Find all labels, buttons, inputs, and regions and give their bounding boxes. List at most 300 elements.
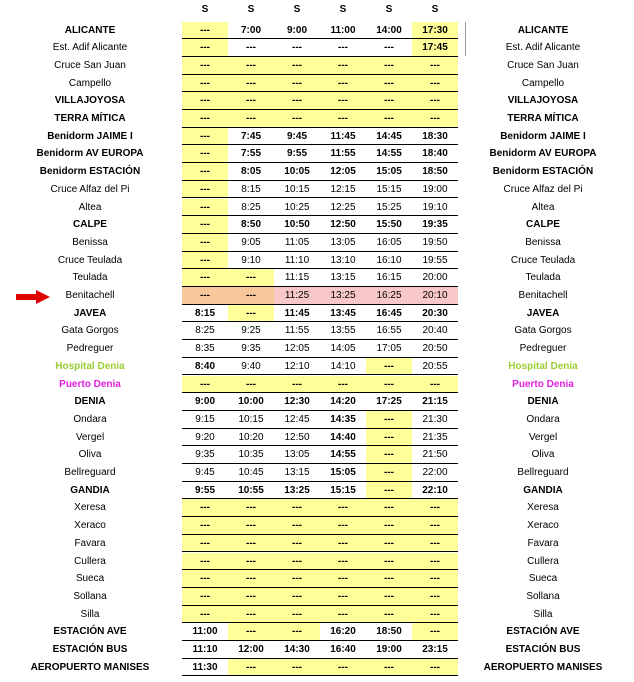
table-row (0, 641, 634, 659)
stop-name-right: TERRA MÍTICA (507, 113, 579, 124)
stop-name-right: ESTACIÓN BUS (505, 644, 581, 655)
time-cell: 20:40 (412, 322, 458, 340)
time-cell: --- (320, 92, 366, 110)
time-cell: --- (366, 57, 412, 75)
time-cell: 14:00 (366, 22, 412, 40)
stop-name-right: Oliva (531, 449, 555, 461)
time-cell: --- (182, 570, 228, 588)
time-cell: --- (320, 570, 366, 588)
time-cell: --- (366, 75, 412, 93)
time-cell: 22:10 (412, 482, 458, 500)
time-cell: 16:25 (366, 287, 412, 305)
time-cell: 14:30 (274, 641, 320, 659)
time-cell: 11:10 (274, 252, 320, 270)
header-day-3: S (339, 4, 347, 15)
time-cell: --- (366, 110, 412, 128)
time-cell: 11:55 (274, 322, 320, 340)
time-cell: 15:15 (366, 181, 412, 199)
time-cell: --- (274, 110, 320, 128)
time-cell: --- (366, 553, 412, 571)
time-cell: 18:40 (412, 145, 458, 163)
time-cell: 9:20 (182, 429, 228, 447)
stop-name-left: Oliva (78, 449, 102, 461)
time-cell: 8:25 (182, 322, 228, 340)
time-cell: 9:00 (182, 393, 228, 411)
time-cell: --- (228, 57, 274, 75)
time-cell: --- (412, 499, 458, 517)
time-cell: 16:45 (366, 305, 412, 323)
time-cell: 9:15 (182, 411, 228, 429)
table-row (0, 128, 634, 146)
table-row (0, 446, 634, 464)
time-cell: --- (320, 535, 366, 553)
table-row (0, 411, 634, 429)
time-cell: --- (182, 181, 228, 199)
time-cell: 20:00 (412, 269, 458, 287)
time-cell: --- (320, 57, 366, 75)
time-cell: 18:50 (412, 163, 458, 181)
table-row (0, 163, 634, 181)
time-cell: 14:40 (320, 429, 366, 447)
time-cell: --- (366, 499, 412, 517)
stop-name-right: Benitachell (518, 290, 568, 301)
stop-name-left: Bellreguard (64, 467, 116, 478)
time-cell: 10:50 (274, 216, 320, 234)
stop-name-right: Ondara (526, 413, 560, 425)
time-cell: 14:10 (320, 358, 366, 376)
time-cell: 10:00 (228, 393, 274, 411)
time-cell: --- (228, 535, 274, 553)
time-cell: --- (228, 75, 274, 93)
time-cell: 17:05 (366, 340, 412, 358)
stop-name-right: Benidorm JAIME I (500, 130, 586, 142)
time-cell: 20:50 (412, 340, 458, 358)
time-cell: 10:20 (228, 429, 274, 447)
time-cell: 11:10 (182, 641, 228, 659)
time-cell: --- (320, 553, 366, 571)
stop-name-right: GANDIA (523, 484, 563, 496)
stop-name-right: Benissa (525, 236, 561, 248)
time-cell: 13:45 (320, 305, 366, 323)
time-cell: --- (274, 606, 320, 624)
time-cell: 11:30 (182, 659, 228, 677)
time-cell: 17:25 (366, 393, 412, 411)
time-cell: --- (274, 570, 320, 588)
time-cell: --- (182, 376, 228, 394)
time-cell: --- (366, 482, 412, 500)
time-cell: --- (274, 553, 320, 571)
stop-name-left: Ondara (73, 413, 107, 425)
time-cell: --- (228, 623, 274, 641)
time-cell: --- (228, 287, 274, 305)
stop-name-right: Gata Gorgos (514, 325, 572, 337)
time-cell: --- (274, 75, 320, 93)
time-cell: 20:55 (412, 358, 458, 376)
time-cell: 20:10 (412, 287, 458, 305)
time-cell: 7:00 (228, 22, 274, 40)
time-cell: --- (182, 287, 228, 305)
time-cell: 19:00 (366, 641, 412, 659)
time-cell: --- (182, 535, 228, 553)
stop-name-left: Benidorm JAIME I (47, 130, 133, 142)
time-cell: 9:45 (182, 464, 228, 482)
stop-name-right: AEROPUERTO MANISES (483, 661, 603, 673)
time-cell: 9:35 (228, 340, 274, 358)
table-row (0, 269, 634, 287)
time-cell: 16:15 (366, 269, 412, 287)
time-cell: --- (182, 128, 228, 146)
time-cell: --- (366, 659, 412, 677)
table-row (0, 287, 634, 305)
table-row (0, 553, 634, 571)
stop-name-left: AEROPUERTO MANISES (30, 661, 150, 673)
table-row (0, 535, 634, 553)
column-header-row (0, 0, 634, 20)
time-cell: 8:50 (228, 216, 274, 234)
stop-name-left: Cruce Teulada (57, 254, 123, 266)
time-cell: 8:40 (182, 358, 228, 376)
table-row (0, 340, 634, 358)
time-cell: 17:30 (412, 22, 458, 40)
time-cell: 7:55 (228, 145, 274, 163)
time-cell: 8:05 (228, 163, 274, 181)
time-cell: 8:15 (228, 181, 274, 199)
table-row (0, 22, 634, 40)
stop-name-left: CALPE (73, 219, 107, 231)
stop-name-left: Puerto Denia (59, 378, 121, 390)
time-cell: --- (228, 110, 274, 128)
time-cell: 12:10 (274, 358, 320, 376)
table-row (0, 75, 634, 93)
stop-name-right: Benidorm AV EUROPA (489, 148, 597, 160)
time-cell: --- (274, 92, 320, 110)
time-cell: 9:00 (274, 22, 320, 40)
stop-name-right: Bellreguard (517, 467, 569, 478)
time-cell: 12:15 (320, 181, 366, 199)
time-cell: --- (412, 57, 458, 75)
time-cell: 14:55 (320, 446, 366, 464)
stop-name-right: Xeraco (527, 520, 559, 532)
stop-name-left: Xeraco (74, 520, 106, 532)
stop-name-right: DENIA (527, 396, 559, 408)
time-cell: 15:05 (320, 464, 366, 482)
time-cell: --- (274, 535, 320, 553)
stop-name-right: Cruce Alfaz del Pi (503, 183, 583, 195)
time-cell: --- (320, 75, 366, 93)
time-cell: 9:35 (182, 446, 228, 464)
time-cell: 10:45 (228, 464, 274, 482)
stop-name-left: Campello (68, 77, 112, 89)
time-cell: --- (412, 553, 458, 571)
time-cell: --- (182, 216, 228, 234)
time-cell: 12:30 (274, 393, 320, 411)
stop-name-left: Hospital Denia (55, 360, 125, 372)
time-cell: 21:30 (412, 411, 458, 429)
table-row (0, 322, 634, 340)
stop-name-left: Altea (78, 201, 102, 213)
time-cell: --- (182, 199, 228, 217)
time-cell: 11:15 (274, 269, 320, 287)
time-cell: --- (366, 464, 412, 482)
time-cell: --- (274, 57, 320, 75)
stop-name-right: JAVEA (526, 307, 560, 319)
stop-name-right: Pedreguer (519, 343, 567, 355)
time-cell: --- (228, 376, 274, 394)
time-cell: 14:35 (320, 411, 366, 429)
time-cell: 12:05 (320, 163, 366, 181)
table-row (0, 181, 634, 199)
time-cell: --- (412, 376, 458, 394)
time-cell: 9:55 (274, 145, 320, 163)
time-cell: --- (182, 92, 228, 110)
time-cell: --- (228, 588, 274, 606)
time-cell: 16:05 (366, 234, 412, 252)
time-cell: --- (228, 499, 274, 517)
time-cell: 15:15 (320, 482, 366, 500)
time-cell: 11:25 (274, 287, 320, 305)
time-cell: --- (182, 75, 228, 93)
header-day-0: S (201, 4, 209, 15)
stop-name-right: Altea (531, 201, 555, 213)
time-cell: 8:35 (182, 340, 228, 358)
time-cell: 13:25 (320, 287, 366, 305)
table-row (0, 659, 634, 677)
time-cell: 11:05 (274, 234, 320, 252)
time-cell: 9:55 (182, 482, 228, 500)
table-row (0, 305, 634, 323)
time-cell: 7:45 (228, 128, 274, 146)
table-row (0, 358, 634, 376)
time-cell: --- (228, 570, 274, 588)
table-row (0, 110, 634, 128)
time-cell: --- (274, 659, 320, 677)
stop-name-left: Est. Adif Alicante (52, 42, 128, 54)
stop-name-left: TERRA MÍTICA (54, 113, 126, 124)
time-cell: --- (182, 234, 228, 252)
time-cell: 13:15 (320, 269, 366, 287)
time-cell: 19:50 (412, 234, 458, 252)
table-row (0, 39, 634, 57)
time-cell: --- (320, 517, 366, 535)
header-day-4: S (385, 4, 393, 15)
table-row (0, 464, 634, 482)
stop-name-right: CALPE (526, 219, 560, 231)
stop-name-right: Hospital Denia (508, 360, 578, 372)
time-cell: 10:05 (274, 163, 320, 181)
time-cell: 9:25 (228, 322, 274, 340)
time-cell: 14:45 (366, 128, 412, 146)
table-row (0, 57, 634, 75)
time-cell: --- (366, 535, 412, 553)
time-cell: --- (320, 39, 366, 57)
time-cell: --- (366, 429, 412, 447)
time-cell: 23:15 (412, 641, 458, 659)
stop-name-left: DENIA (74, 396, 106, 408)
time-cell: --- (320, 588, 366, 606)
time-cell: --- (366, 588, 412, 606)
time-cell: --- (366, 376, 412, 394)
stop-name-left: Cruce San Juan (54, 59, 126, 71)
table-row (0, 234, 634, 252)
time-cell: --- (228, 659, 274, 677)
stop-name-left: ESTACIÓN BUS (52, 644, 128, 655)
time-cell: 10:55 (228, 482, 274, 500)
stop-name-left: Cullera (74, 555, 106, 567)
time-cell: 15:05 (366, 163, 412, 181)
stop-name-left: Cruce Alfaz del Pi (50, 183, 130, 195)
time-cell: --- (412, 570, 458, 588)
time-cell: --- (366, 92, 412, 110)
time-cell: 13:15 (274, 464, 320, 482)
stop-name-right: Sueca (528, 573, 558, 585)
time-cell: --- (366, 358, 412, 376)
time-cell: --- (274, 499, 320, 517)
stop-name-right: ALICANTE (517, 24, 569, 36)
time-cell: --- (412, 659, 458, 677)
time-cell: --- (412, 110, 458, 128)
time-cell: --- (366, 446, 412, 464)
time-cell: --- (182, 499, 228, 517)
stop-name-left: Teulada (72, 272, 108, 284)
time-cell: --- (228, 606, 274, 624)
time-cell: 16:40 (320, 641, 366, 659)
time-cell: --- (228, 269, 274, 287)
time-cell: 15:50 (366, 216, 412, 234)
time-cell: --- (182, 22, 228, 40)
stop-name-left: ESTACIÓN AVE (53, 626, 127, 638)
time-cell: 14:05 (320, 340, 366, 358)
table-row (0, 606, 634, 624)
table-row (0, 199, 634, 217)
header-day-2: S (293, 4, 301, 15)
table-row (0, 517, 634, 535)
time-cell: 10:15 (274, 181, 320, 199)
time-cell: --- (412, 535, 458, 553)
time-cell: 16:10 (366, 252, 412, 270)
stop-name-left: Benitachell (65, 290, 115, 301)
time-cell: 8:25 (228, 199, 274, 217)
time-cell: 11:45 (274, 305, 320, 323)
time-cell: 19:00 (412, 181, 458, 199)
table-row (0, 216, 634, 234)
time-cell: 11:45 (320, 128, 366, 146)
stop-name-right: ESTACIÓN AVE (506, 626, 580, 638)
divider-line (465, 22, 466, 56)
time-cell: --- (182, 145, 228, 163)
stop-name-left: Gata Gorgos (61, 325, 119, 337)
time-cell: 18:50 (366, 623, 412, 641)
table-row (0, 145, 634, 163)
time-cell: --- (228, 553, 274, 571)
time-cell: --- (182, 517, 228, 535)
time-cell: 17:45 (412, 39, 458, 57)
table-row (0, 570, 634, 588)
time-cell: 12:05 (274, 340, 320, 358)
time-cell: 13:10 (320, 252, 366, 270)
time-cell: 10:35 (228, 446, 274, 464)
stop-name-left: Pedreguer (66, 343, 114, 355)
time-cell: 21:35 (412, 429, 458, 447)
stop-name-right: Cruce San Juan (507, 59, 579, 71)
time-cell: 8:15 (182, 305, 228, 323)
stop-name-left: Silla (80, 608, 100, 620)
time-cell: 11:00 (320, 22, 366, 40)
table-row (0, 92, 634, 110)
time-cell: --- (274, 517, 320, 535)
time-cell: --- (412, 75, 458, 93)
time-cell: --- (228, 305, 274, 323)
stop-name-right: Cullera (527, 555, 559, 567)
table-row (0, 588, 634, 606)
time-cell: --- (274, 588, 320, 606)
time-cell: --- (182, 57, 228, 75)
time-cell: --- (412, 606, 458, 624)
time-cell: --- (320, 606, 366, 624)
time-cell: 12:50 (274, 429, 320, 447)
time-cell: --- (412, 517, 458, 535)
stop-name-right: Xeresa (527, 502, 559, 514)
time-cell: --- (366, 606, 412, 624)
header-day-1: S (247, 4, 255, 15)
table-row (0, 429, 634, 447)
table-row (0, 376, 634, 394)
time-cell: 14:55 (366, 145, 412, 163)
stop-name-left: Xeresa (74, 502, 106, 514)
time-cell: 15:25 (366, 199, 412, 217)
time-cell: --- (412, 92, 458, 110)
header-day-5: S (431, 4, 439, 15)
table-row (0, 499, 634, 517)
time-cell: --- (366, 411, 412, 429)
time-cell: --- (228, 517, 274, 535)
time-cell: 22:00 (412, 464, 458, 482)
stop-name-right: Puerto Denia (512, 378, 574, 390)
time-cell: --- (182, 588, 228, 606)
time-cell: 14:20 (320, 393, 366, 411)
time-cell: --- (274, 623, 320, 641)
time-cell: --- (274, 39, 320, 57)
stop-name-right: Cruce Teulada (510, 254, 576, 266)
time-cell: --- (320, 110, 366, 128)
stop-name-left: Sollana (73, 590, 107, 602)
time-cell: --- (320, 659, 366, 677)
time-cell: 19:35 (412, 216, 458, 234)
stop-name-right: Benidorm ESTACIÓN (492, 166, 594, 178)
time-cell: 9:40 (228, 358, 274, 376)
stop-name-left: Benidorm ESTACIÓN (39, 166, 141, 178)
time-cell: 16:55 (366, 322, 412, 340)
stop-name-right: VILLAJOYOSA (507, 95, 579, 107)
table-row (0, 252, 634, 270)
time-cell: --- (366, 517, 412, 535)
stop-name-left: Benissa (72, 236, 108, 248)
time-cell: 20:30 (412, 305, 458, 323)
time-cell: --- (182, 110, 228, 128)
time-cell: 12:45 (274, 411, 320, 429)
stop-name-left: GANDIA (70, 484, 110, 496)
stop-name-right: Teulada (525, 272, 561, 284)
time-cell: 12:25 (320, 199, 366, 217)
stop-name-left: ALICANTE (64, 24, 116, 36)
time-cell: 13:05 (320, 234, 366, 252)
time-cell: --- (182, 163, 228, 181)
stop-name-right: Favara (527, 537, 559, 549)
stop-name-left: Benidorm AV EUROPA (36, 148, 144, 160)
time-cell: --- (228, 92, 274, 110)
time-cell: --- (412, 623, 458, 641)
time-cell: 19:55 (412, 252, 458, 270)
time-cell: 21:15 (412, 393, 458, 411)
